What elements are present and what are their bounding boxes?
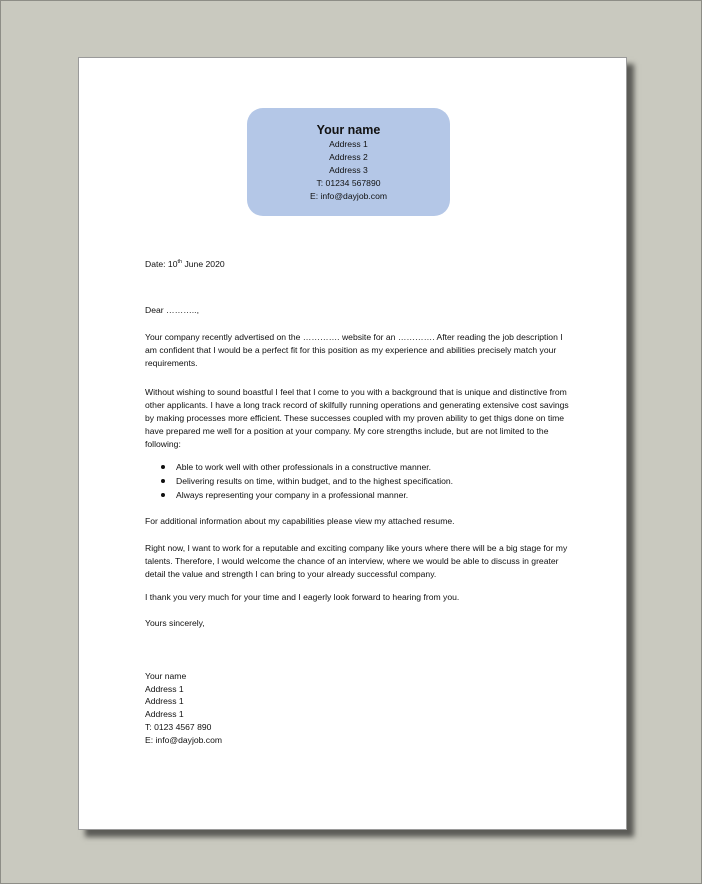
signature-block <box>145 670 573 746</box>
list-item: Able to work well with other professionals in a constructive manner. <box>161 460 581 474</box>
contact-header-box <box>247 108 450 216</box>
signature-address-3: Address 1 <box>145 709 184 720</box>
date-prefix: Date: 10 <box>145 259 178 269</box>
strengths-list <box>161 460 581 502</box>
signature-address-1: Address 1 <box>145 683 184 694</box>
list-item: Always representing your company in a professional manner. <box>161 488 581 502</box>
paragraph-intro: Your company recently advertised on the …………. website for an …………. After reading the job description I am confident that I would be a perfect fit for this position as my experience and abilities precisely match your requirements. <box>145 332 563 368</box>
paragraph-resume: For additional information about my capabilities please view my attached resume. <box>145 516 455 526</box>
date-suffix: June 2020 <box>182 259 225 269</box>
header-address-2: Address 2 <box>329 152 368 162</box>
letter-page <box>78 57 627 830</box>
signature-email: E: info@dayjob.com <box>145 734 223 745</box>
salutation: Dear ……….., <box>145 305 199 315</box>
closing-line: Yours sincerely, <box>145 618 205 628</box>
paragraph-thanks: I thank you very much for your time and I eagerly look forward to hearing from you. <box>145 592 460 602</box>
header-email: E: info@dayjob.com <box>309 191 388 201</box>
signature-phone: T: 0123 4567 890 <box>145 721 212 732</box>
letter-date <box>145 258 573 271</box>
signature-address-2: Address 1 <box>145 696 184 707</box>
header-phone: T: 01234 567890 <box>316 178 381 188</box>
header-address-1: Address 1 <box>329 139 368 149</box>
paragraph-interview: Right now, I want to work for a reputable and exciting company like yours where there will be a big stage for my talents. Therefore, I would welcome the chance of an interview, where we would be able to discuss in greater detail the value and strength I can bring to your already successful company. <box>145 543 568 579</box>
date-ordinal: th <box>177 259 183 266</box>
signature-name: Your name <box>145 671 187 681</box>
header-name: Your name <box>316 123 381 137</box>
header-address-3: Address 3 <box>329 165 368 175</box>
paragraph-background: Without wishing to sound boastful I feel that I come to you with a background that is unique and distinctive from other applicants. I have a long track record of skilfully running operations and generating extensive cost savings by making processes more efficient. These successes coupled with my proven ability to get thigs done on time have prepared me well for a position at your company. My core strengths include, but are not limited to the following: <box>145 387 569 449</box>
list-item: Delivering results on time, within budget, and to the highest specification. <box>161 474 581 488</box>
